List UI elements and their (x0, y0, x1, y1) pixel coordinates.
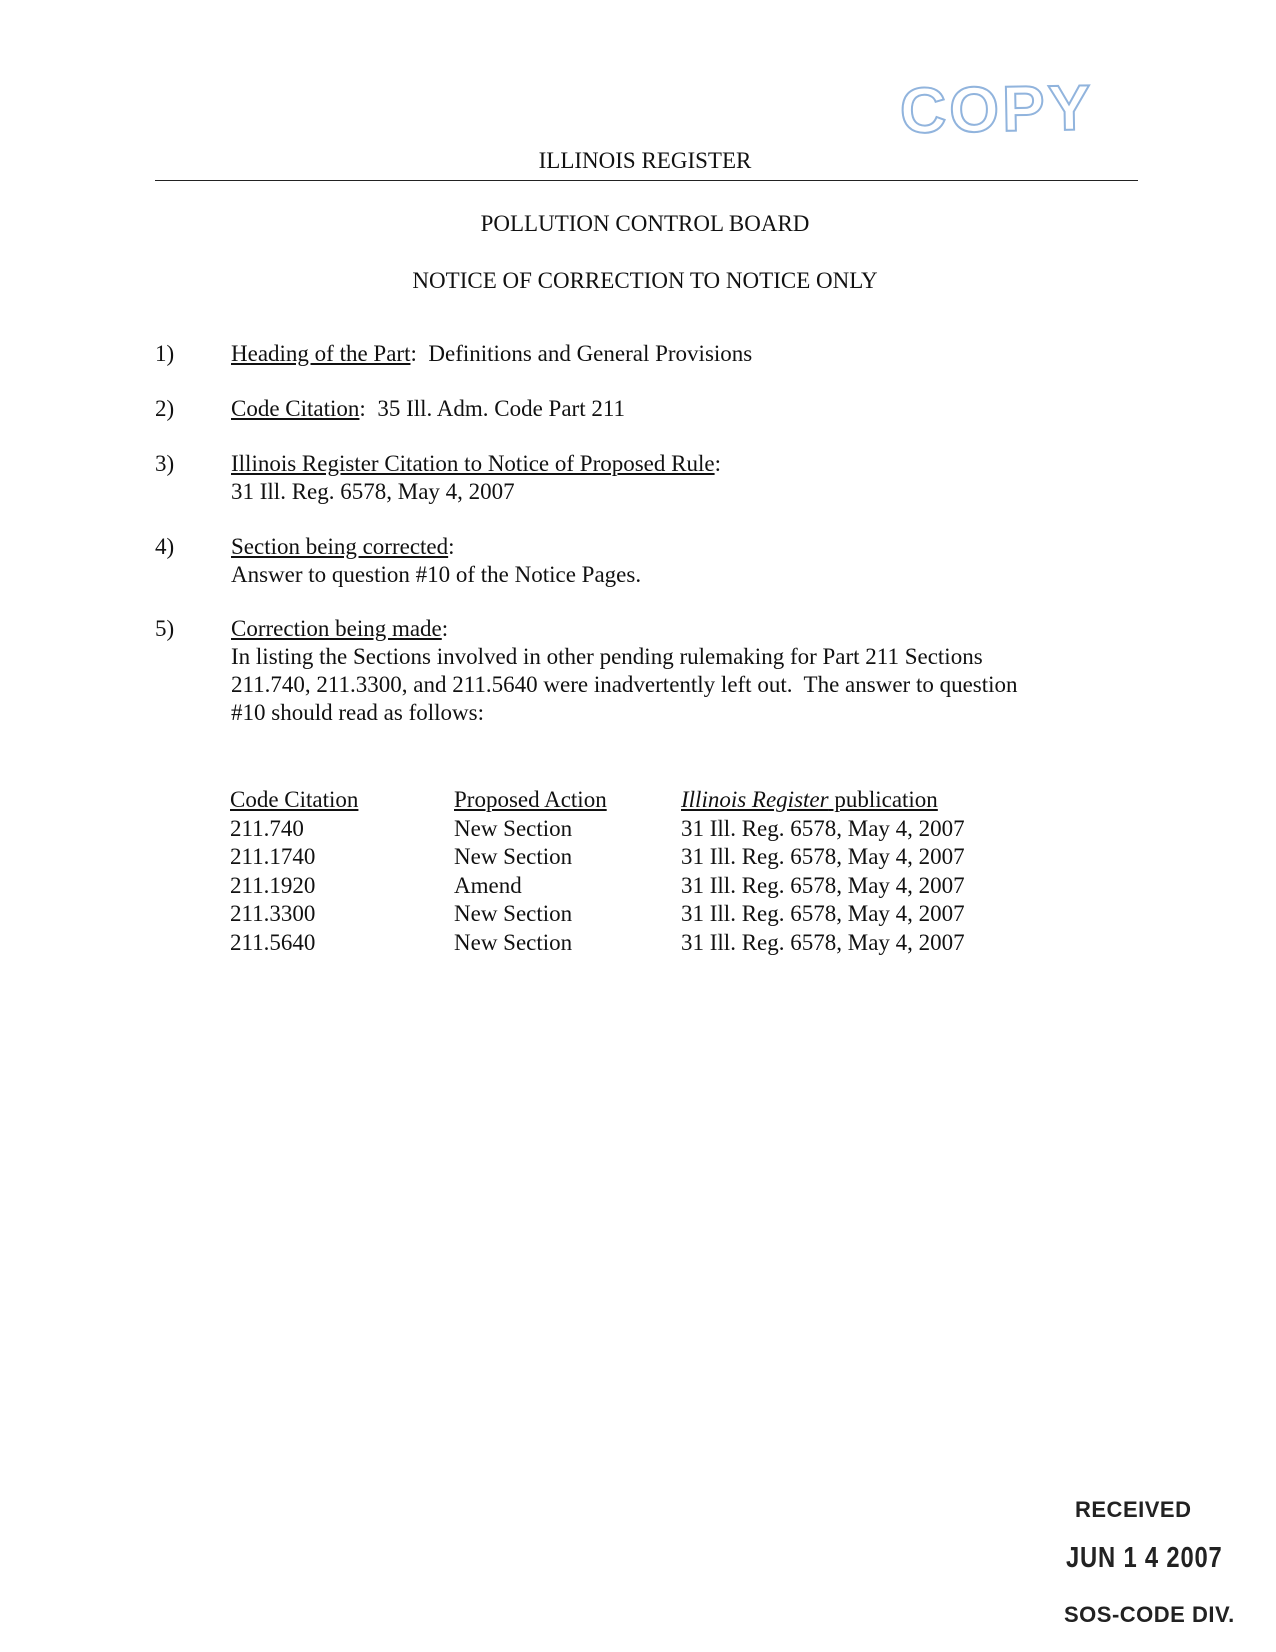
publication-header-rest: publication (828, 787, 938, 812)
item-number: 4) (155, 534, 175, 559)
item-number: 1) (155, 341, 175, 366)
received-stamp-dept: SOS-CODE DIV. (1064, 1602, 1235, 1627)
copy-stamp: COPY (899, 71, 1094, 147)
item-number: 2) (155, 396, 175, 421)
item-text-line: #10 should read as follows: (231, 700, 484, 725)
item-text: Definitions and General Provisions (428, 341, 753, 366)
publication-header (681, 786, 965, 815)
table-cell-code: 211.1920 (230, 872, 316, 898)
proposed-action-header: Proposed Action (454, 787, 607, 812)
table-cell-code: 211.1740 (230, 844, 316, 869)
register-title: ILLINOIS REGISTER (538, 148, 752, 173)
item-number: 5) (155, 616, 175, 641)
table-cell-code: 211.5640 (230, 929, 316, 955)
table-cell-code: 211.740 (230, 815, 304, 841)
item-label: Heading of the Part (231, 341, 411, 366)
publication-header-italic: Illinois Register (681, 787, 829, 812)
item-label: Correction being made (231, 616, 442, 641)
received-stamp-date: JUN 1 4 2007 (1066, 1542, 1223, 1574)
item-label-colon: : (410, 341, 417, 366)
item-label-colon: : (441, 616, 449, 641)
table-cell-publication: 31 Ill. Reg. 6578, May 4, 2007 (681, 929, 965, 955)
item-text: 31 Ill. Reg. 6578, May 4, 2007 (231, 479, 515, 504)
table-cell-action: New Section (454, 815, 573, 841)
item-label: Illinois Register Citation to Notice of Proposed Rule (231, 451, 715, 476)
table-cell-action: Amend (454, 872, 522, 898)
item-label-colon: : (448, 534, 455, 559)
item-label-colon: : (714, 451, 721, 476)
table-cell-action: New Section (454, 901, 573, 926)
table-cell-publication: 31 Ill. Reg. 6578, May 4, 2007 (681, 872, 965, 898)
code-citation-column (230, 786, 358, 957)
table-cell-publication: 31 Ill. Reg. 6578, May 4, 2007 (681, 815, 965, 841)
proposed-action-column (454, 786, 607, 957)
table-cell-action: New Section (454, 929, 573, 955)
item-label-colon: : (359, 396, 366, 421)
item-label: Section being corrected (231, 534, 449, 559)
item-label: Code Citation (231, 396, 360, 421)
table-cell-action: New Section (454, 844, 573, 869)
header-rule (155, 180, 1138, 181)
item-text-line: In listing the Sections involved in other pending rulemaking for Part 211 Sections (231, 644, 983, 669)
table-cell-publication: 31 Ill. Reg. 6578, May 4, 2007 (681, 901, 965, 926)
notice-title: NOTICE OF CORRECTION TO NOTICE ONLY (412, 268, 878, 293)
item-text: Answer to question #10 of the Notice Pages. (231, 562, 642, 587)
item-text: 35 Ill. Adm. Code Part 211 (377, 396, 625, 421)
item-text-line: 211.740, 211.3300, and 211.5640 were inadvertently left out. The answer to question (231, 672, 1018, 697)
received-stamp-label: RECEIVED (1075, 1497, 1192, 1522)
publication-column (681, 786, 965, 957)
table-cell-code: 211.3300 (230, 901, 316, 926)
item-number: 3) (155, 451, 175, 476)
board-title: POLLUTION CONTROL BOARD (480, 211, 810, 236)
table-cell-publication: 31 Ill. Reg. 6578, May 4, 2007 (681, 844, 965, 869)
code-citation-header: Code Citation (230, 787, 359, 812)
